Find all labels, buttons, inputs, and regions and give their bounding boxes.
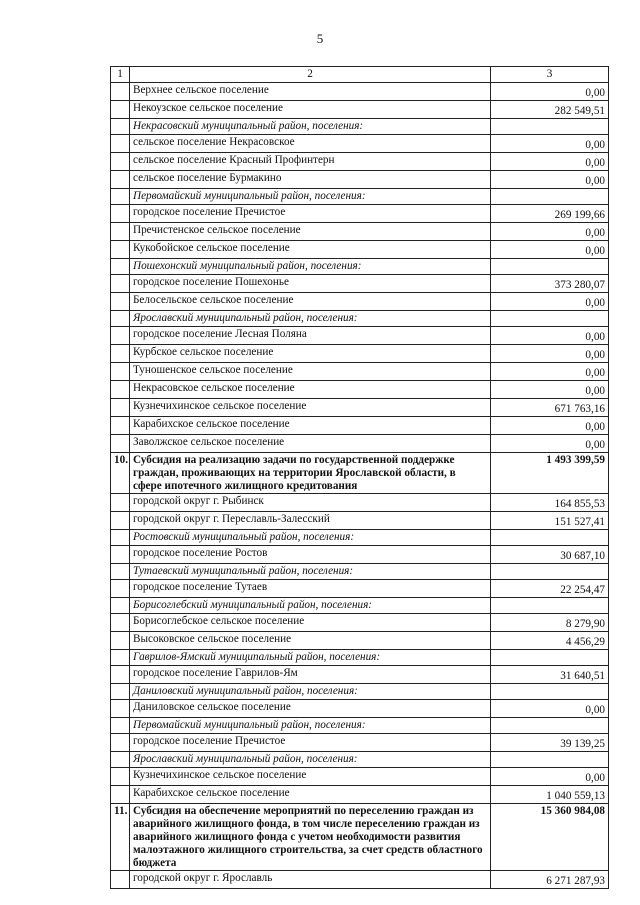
- settlement-name: Высоковское сельское поселение: [130, 632, 491, 650]
- row-number: [111, 275, 130, 293]
- row-number: [111, 327, 130, 345]
- amount-value: 0,00: [585, 175, 605, 187]
- amount-value: 1 040 559,13: [546, 790, 605, 802]
- row-number: [111, 752, 130, 768]
- row-number: [111, 311, 130, 327]
- row-number: [111, 871, 130, 889]
- allocation-table: [110, 66, 609, 889]
- amount-value: 31 640,51: [560, 670, 605, 682]
- amount-value: 282 549,51: [554, 105, 605, 117]
- column-number-row: [111, 67, 609, 83]
- settlement-name: сельское поселение Красный Профинтерн: [130, 153, 491, 171]
- row-number: [111, 171, 130, 189]
- amount-cell: [491, 345, 609, 363]
- amount-value: 6 271 287,93: [546, 875, 605, 887]
- row-number: [111, 135, 130, 153]
- amount-cell: [491, 435, 609, 453]
- subsidy-total-amount: 15 360 984,08: [540, 805, 605, 817]
- amount-cell: [491, 650, 609, 666]
- row-number: [111, 241, 130, 259]
- settlement-name: сельское поселение Бурмакино: [130, 171, 491, 189]
- settlement-name: Некрасовское сельское поселение: [130, 381, 491, 399]
- amount-value: 0,00: [585, 349, 605, 361]
- row-number: [111, 598, 130, 614]
- row-number: [111, 345, 130, 363]
- table-row: [111, 345, 609, 363]
- amount-value: 0,00: [585, 297, 605, 309]
- amount-cell: [491, 293, 609, 311]
- table-row: [111, 435, 609, 453]
- amount-value: 39 139,25: [560, 738, 605, 750]
- row-number: [111, 399, 130, 417]
- amount-cell: [491, 417, 609, 435]
- amount-cell: [491, 241, 609, 259]
- amount-cell: [491, 684, 609, 700]
- district-header-row: [111, 564, 609, 580]
- column-3-number: 3: [491, 67, 609, 83]
- amount-cell: [491, 700, 609, 718]
- row-number: [111, 734, 130, 752]
- settlement-name: городской округ г. Переславль-Залесский: [130, 512, 491, 530]
- settlement-name: сельское поселение Некрасовское: [130, 135, 491, 153]
- row-number: [111, 666, 130, 684]
- district-name: Пошехонский муниципальный район, поселения:: [130, 259, 491, 275]
- settlement-name: Кукобойское сельское поселение: [130, 241, 491, 259]
- amount-value: 4 456,29: [565, 636, 605, 648]
- amount-cell: [491, 752, 609, 768]
- district-name: Тутаевский муниципальный район, поселения:: [130, 564, 491, 580]
- amount-cell: [491, 871, 609, 889]
- amount-cell: [491, 381, 609, 399]
- subsidy-row: [111, 453, 609, 494]
- settlement-name: Пречистенское сельское поселение: [130, 223, 491, 241]
- table-row: [111, 580, 609, 598]
- settlement-name: Кузнечихинское сельское поселение: [130, 768, 491, 786]
- amount-value: 151 527,41: [554, 516, 605, 528]
- row-number: [111, 614, 130, 632]
- row-number: [111, 494, 130, 512]
- amount-value: 0,00: [585, 772, 605, 784]
- amount-cell: [491, 614, 609, 632]
- amount-cell: [491, 564, 609, 580]
- amount-cell: [491, 546, 609, 564]
- table-row: [111, 768, 609, 786]
- amount-cell: [491, 119, 609, 135]
- settlement-name: городской округ г. Ярославль: [130, 871, 491, 889]
- district-name: Даниловский муниципальный район, поселения:: [130, 684, 491, 700]
- table-row: [111, 223, 609, 241]
- row-number: [111, 381, 130, 399]
- amount-value: 373 280,07: [554, 279, 605, 291]
- table-row: [111, 293, 609, 311]
- district-name: Некрасовский муниципальный район, поселения:: [130, 119, 491, 135]
- settlement-name: городское поселение Тутаев: [130, 580, 491, 598]
- row-number: [111, 435, 130, 453]
- amount-value: 0,00: [585, 87, 605, 99]
- table-row: [111, 632, 609, 650]
- settlement-name: Белосельское сельское поселение: [130, 293, 491, 311]
- amount-value: 164 855,53: [554, 498, 605, 510]
- amount-value: 8 279,90: [565, 618, 605, 630]
- table-row: [111, 381, 609, 399]
- district-name: Первомайский муниципальный район, поселения:: [130, 718, 491, 734]
- amount-cell: [491, 718, 609, 734]
- district-header-row: [111, 598, 609, 614]
- row-number: [111, 223, 130, 241]
- settlement-name: городское поселение Пошехонье: [130, 275, 491, 293]
- row-number: [111, 530, 130, 546]
- amount-value: 30 687,10: [560, 550, 605, 562]
- row-number: [111, 83, 130, 101]
- amount-cell: [491, 189, 609, 205]
- amount-cell: [491, 101, 609, 119]
- row-number: 11.: [111, 804, 130, 871]
- district-header-row: [111, 259, 609, 275]
- row-number: [111, 119, 130, 135]
- settlement-name: Верхнее сельское поселение: [130, 83, 491, 101]
- row-number: [111, 512, 130, 530]
- amount-value: 22 254,47: [560, 584, 605, 596]
- row-number: [111, 700, 130, 718]
- table-row: [111, 275, 609, 293]
- amount-value: 0,00: [585, 704, 605, 716]
- amount-cell: [491, 734, 609, 752]
- table-row: [111, 700, 609, 718]
- table-row: [111, 135, 609, 153]
- table-row: [111, 512, 609, 530]
- amount-cell: [491, 205, 609, 223]
- row-number: 10.: [111, 453, 130, 494]
- table-row: [111, 101, 609, 119]
- amount-cell: [491, 530, 609, 546]
- row-number: [111, 205, 130, 223]
- table-row: [111, 399, 609, 417]
- district-header-row: [111, 311, 609, 327]
- amount-value: 671 763,16: [554, 403, 605, 415]
- row-number: [111, 153, 130, 171]
- row-number: [111, 417, 130, 435]
- amount-cell: [491, 83, 609, 101]
- amount-value: 0,00: [585, 331, 605, 343]
- table-row: [111, 494, 609, 512]
- district-header-row: [111, 530, 609, 546]
- amount-value: 0,00: [585, 139, 605, 151]
- settlement-name: городское поселение Гаврилов-Ям: [130, 666, 491, 684]
- amount-cell: [491, 632, 609, 650]
- subsidy-row: [111, 804, 609, 871]
- amount-value: 0,00: [585, 439, 605, 451]
- amount-cell: [491, 327, 609, 345]
- table-row: [111, 666, 609, 684]
- settlement-name: Карабихское сельское поселение: [130, 417, 491, 435]
- row-number: [111, 101, 130, 119]
- table-row: [111, 786, 609, 804]
- district-name: Ярославский муниципальный район, поселения:: [130, 752, 491, 768]
- row-number: [111, 580, 130, 598]
- amount-cell: [491, 580, 609, 598]
- amount-cell: [491, 171, 609, 189]
- district-name: Гаврилов-Ямский муниципальный район, поселения:: [130, 650, 491, 666]
- district-header-row: [111, 650, 609, 666]
- amount-value: 0,00: [585, 385, 605, 397]
- table-row: [111, 417, 609, 435]
- row-number: [111, 650, 130, 666]
- settlement-name: Кузнечихинское сельское поселение: [130, 399, 491, 417]
- district-name: Борисоглебский муниципальный район, поселения:: [130, 598, 491, 614]
- settlement-name: Карабихское сельское поселение: [130, 786, 491, 804]
- amount-value: 0,00: [585, 421, 605, 433]
- district-name: Ярославский муниципальный район, поселения:: [130, 311, 491, 327]
- amount-cell: [491, 804, 609, 871]
- row-number: [111, 363, 130, 381]
- table-row: [111, 327, 609, 345]
- table-row: [111, 153, 609, 171]
- district-header-row: [111, 189, 609, 205]
- amount-cell: [491, 768, 609, 786]
- settlement-name: Даниловское сельское поселение: [130, 700, 491, 718]
- amount-cell: [491, 153, 609, 171]
- amount-cell: [491, 135, 609, 153]
- page-number: 5: [316, 31, 324, 46]
- table-row: [111, 205, 609, 223]
- table-row: [111, 734, 609, 752]
- amount-cell: [491, 259, 609, 275]
- subsidy-total-amount: 1 493 399,59: [546, 454, 605, 466]
- row-number: [111, 546, 130, 564]
- table-row: [111, 614, 609, 632]
- amount-value: 269 199,66: [554, 209, 605, 221]
- row-number: [111, 768, 130, 786]
- district-name: Первомайский муниципальный район, поселения:: [130, 189, 491, 205]
- table-row: [111, 241, 609, 259]
- row-number: [111, 564, 130, 580]
- amount-value: 0,00: [585, 367, 605, 379]
- table-row: [111, 871, 609, 889]
- district-header-row: [111, 718, 609, 734]
- column-1-number: 1: [111, 67, 130, 83]
- settlement-name: Некоузское сельское поселение: [130, 101, 491, 119]
- amount-value: 0,00: [585, 227, 605, 239]
- district-header-row: [111, 684, 609, 700]
- amount-cell: [491, 453, 609, 494]
- table-row: [111, 363, 609, 381]
- settlement-name: городское поселение Лесная Поляна: [130, 327, 491, 345]
- row-number: [111, 189, 130, 205]
- amount-cell: [491, 494, 609, 512]
- table-body: [111, 67, 609, 889]
- amount-cell: [491, 223, 609, 241]
- amount-value: 0,00: [585, 245, 605, 257]
- settlement-name: городское поселение Ростов: [130, 546, 491, 564]
- table-row: [111, 171, 609, 189]
- settlement-name: городской округ г. Рыбинск: [130, 494, 491, 512]
- settlement-name: Борисоглебское сельское поселение: [130, 614, 491, 632]
- table-row: [111, 546, 609, 564]
- row-number: [111, 293, 130, 311]
- amount-cell: [491, 786, 609, 804]
- settlement-name: городское поселение Пречистое: [130, 205, 491, 223]
- column-2-number: 2: [130, 67, 491, 83]
- amount-cell: [491, 399, 609, 417]
- table-row: [111, 83, 609, 101]
- amount-cell: [491, 666, 609, 684]
- row-number: [111, 684, 130, 700]
- row-number: [111, 786, 130, 804]
- amount-cell: [491, 598, 609, 614]
- amount-cell: [491, 275, 609, 293]
- amount-value: 0,00: [585, 157, 605, 169]
- district-header-row: [111, 752, 609, 768]
- district-name: Ростовский муниципальный район, поселения:: [130, 530, 491, 546]
- amount-cell: [491, 512, 609, 530]
- amount-cell: [491, 363, 609, 381]
- district-header-row: [111, 119, 609, 135]
- settlement-name: Туношенское сельское поселение: [130, 363, 491, 381]
- row-number: [111, 259, 130, 275]
- row-number: [111, 718, 130, 734]
- subsidy-title: Субсидия на обеспечение мероприятий по переселению граждан из аварийного жилищного фонда, в том числе переселению граждан из аварийного жилищного фонда с учетом необходимости развития малоэтажного жилищного строительства, за счет средств областного бюджета: [130, 804, 491, 871]
- settlement-name: Заволжское сельское поселение: [130, 435, 491, 453]
- settlement-name: городское поселение Пречистое: [130, 734, 491, 752]
- subsidy-title: Субсидия на реализацию задачи по государственной поддержке граждан, проживающих на территории Ярославской области, в сфере ипотечного жилищного кредитования: [130, 453, 491, 494]
- amount-cell: [491, 311, 609, 327]
- row-number: [111, 632, 130, 650]
- settlement-name: Курбское сельское поселение: [130, 345, 491, 363]
